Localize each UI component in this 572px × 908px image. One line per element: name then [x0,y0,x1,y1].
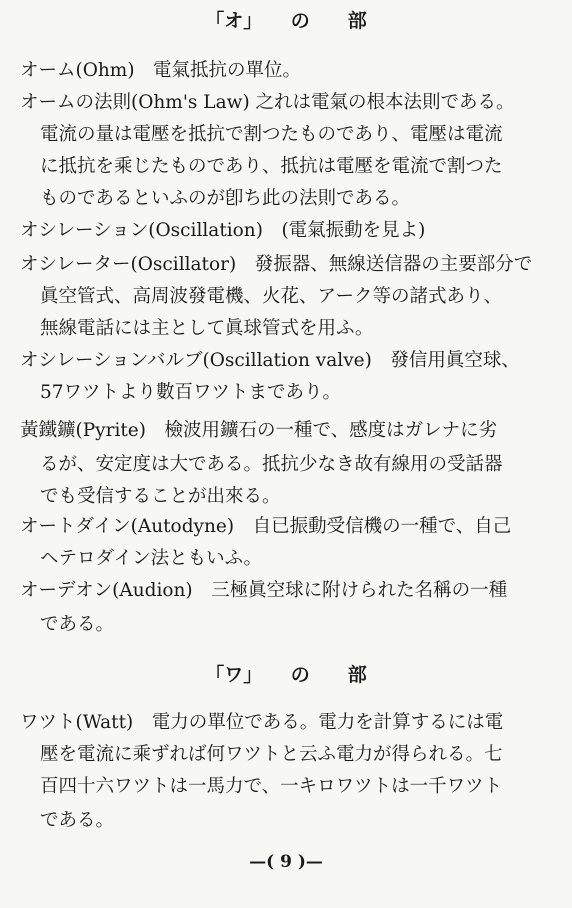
entry-line: ワツト(Watt) 電力の單位である。電力を計算するには電 [20,712,504,733]
section-heading-o: 「オ」 の 部 [205,10,367,32]
entry-line: オシレーション(Oscillation) (電氣振動を見よ) [20,220,426,241]
entry-line: オームの法則(Ohm's Law) 之れは電氣の根本法則である。 [20,92,515,113]
entry-line: るが、安定度は大である。抵抗少なき故有線用の受話器 [40,454,503,475]
entry-line: オシレーター(Oscillator) 發振器、無線送信器の主要部分で [20,254,533,275]
entry-line: オートダイン(Autodyne) 自已振動受信機の一種で、自己 [20,516,512,537]
page-number: —( 9 )— [249,852,323,872]
entry-line: オシレーションバルブ(Oscillation valve) 發信用眞空球、 [20,350,520,371]
section-heading-wa: 「ワ」 の 部 [205,664,367,686]
entry-line: オーデオン(Audion) 三極眞空球に附けられた名稱の一種 [20,580,508,601]
entry-line: である。 [40,810,115,831]
entry-line: 黃鐵鑛(Pyrite) 檢波用鑛石の一種で、感度はガレナに劣 [20,420,498,441]
entry-line: 無線電話には主として眞球管式を用ふ。 [40,318,374,339]
entry-line: 眞空管式、高周波發電機、火花、アーク等の諸式あり、 [40,286,502,307]
entry-line: オーム(Ohm) 電氣抵抗の單位。 [20,60,302,81]
entry-line: 電流の量は電壓を抵抗で割つたものであり、電壓は電流 [40,124,503,145]
entry-line: 壓を電流に乘ずれば何ワツトと云ふ電力が得られる。七 [40,744,503,765]
entry-line: ものであるといふのが卽ち此の法則である。 [40,188,411,209]
entry-line: である。 [40,614,115,635]
entry-line: 百四十六ワツトは一馬力で、一キロワツトは一千ワツト [40,776,503,797]
entry-line: でも受信することが出來る。 [40,486,281,507]
entry-line: に抵抗を乘じたものであり、抵抗は電壓を電流で割つた [40,156,503,177]
entry-line: 57ワツトより數百ワツトまであり。 [40,382,342,403]
entry-line: ヘテロダイン法ともいふ。 [40,548,263,569]
